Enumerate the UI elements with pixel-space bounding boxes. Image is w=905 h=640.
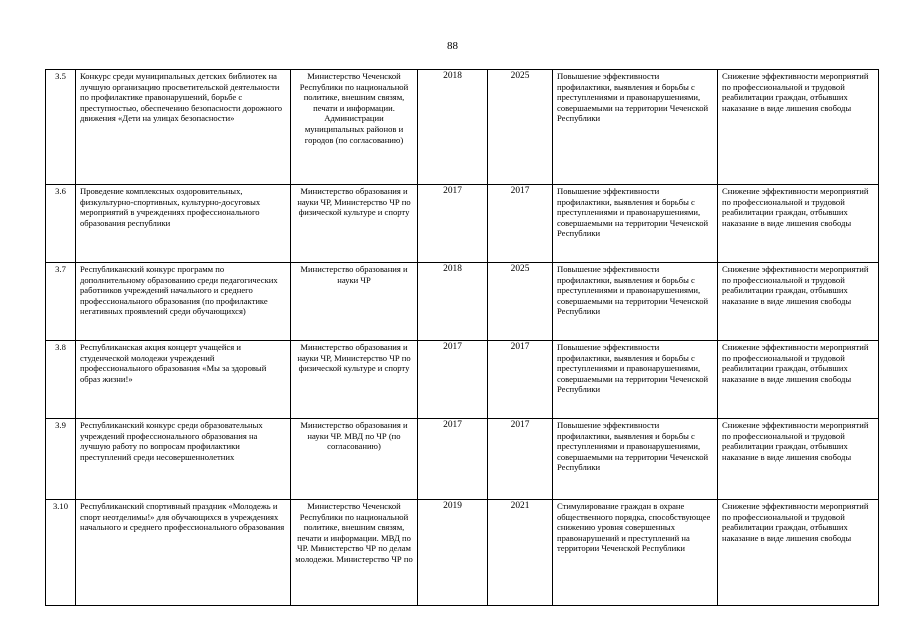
executor: Министерство образования и науки ЧР, Министерство ЧР по физической культуре и спорту (291, 185, 418, 263)
event-description: Проведение комплексных оздоровительных, физкультурно-спортивных, культурно-досуговых мероприятий в учреждениях профессионального образования республики (76, 185, 291, 263)
expected-result: Снижение эффективности мероприятий по профессиональной и трудовой реабилитации граждан, отбывших наказание в виде лишения свободы (718, 419, 879, 500)
expected-result: Снижение эффективности мероприятий по профессиональной и трудовой реабилитации граждан, отбывших наказание в виде лишения свободы (718, 263, 879, 341)
end-year: 2017 (488, 419, 553, 500)
start-year: 2017 (418, 419, 488, 500)
executor: Министерство образования и науки ЧР, Министерство ЧР по физической культуре и спорту (291, 341, 418, 419)
table-row (46, 341, 879, 419)
event-description: Республиканская акция концерт учащейся и студенческой молодежи учреждений профессионального образования «Мы за здоровый образ жизни!» (76, 341, 291, 419)
expected-result: Снижение эффективности мероприятий по профессиональной и трудовой реабилитации граждан, отбывших наказание в виде лишения свободы (718, 70, 879, 185)
table-row (46, 70, 879, 185)
row-number: 3.7 (46, 263, 76, 341)
goal: Повышение эффективности профилактики, выявления и борьбы с преступлениями и правонарушениями, совершаемыми на территории Чеченской Республики (553, 419, 718, 500)
table-row (46, 185, 879, 263)
executor: Министерство Чеченской Республики по национальной политике, внешним связям, печати и информации. Администрации муниципальных районов и городов (по согласованию) (291, 70, 418, 185)
goal: Повышение эффективности профилактики, выявления и борьбы с преступлениями и правонарушениями, совершаемыми на территории Чеченской Республики (553, 341, 718, 419)
row-number: 3.10 (46, 500, 76, 606)
event-description: Республиканский конкурс программ по дополнительному образованию среди педагогических работников учреждений начального и среднего профессионального образования (по профилактике негативных проявлений среди обучающихся) (76, 263, 291, 341)
start-year: 2019 (418, 500, 488, 606)
page-number: 88 (447, 40, 458, 52)
end-year: 2021 (488, 500, 553, 606)
start-year: 2018 (418, 263, 488, 341)
row-number: 3.5 (46, 70, 76, 185)
table-row (46, 419, 879, 500)
goal: Стимулирование граждан в охране общественного порядка, способствующее снижению уровня совершенных правонарушений и преступлений на территории Чеченской Республики (553, 500, 718, 606)
executor: Министерство образования и науки ЧР. МВД по ЧР (по согласованию) (291, 419, 418, 500)
start-year: 2018 (418, 70, 488, 185)
row-number: 3.9 (46, 419, 76, 500)
executor: Министерство образования и науки ЧР (291, 263, 418, 341)
row-number: 3.6 (46, 185, 76, 263)
event-description: Конкурс среди муниципальных детских библиотек на лучшую организацию просветительской деятельности по профилактике правонарушений, борьбе с преступностью, обеспечению безопасности дорожного движения «Дети на улицах безопасности» (76, 70, 291, 185)
executor: Министерство Чеченской Республики по национальной политике, внешним связям, печати и информации. МВД по ЧР. Министерство ЧР по делам молодежи. Министерство ЧР по (291, 500, 418, 606)
goal: Повышение эффективности профилактики, выявления и борьбы с преступлениями и правонарушениями, совершаемыми на территории Чеченской Республики (553, 263, 718, 341)
end-year: 2025 (488, 70, 553, 185)
event-description: Республиканский спортивный праздник «Молодежь и спорт неотделимы!» для обучающихся в учреждениях начального и среднего профессионального образования (76, 500, 291, 606)
program-table (45, 69, 879, 606)
end-year: 2025 (488, 263, 553, 341)
expected-result: Снижение эффективности мероприятий по профессиональной и трудовой реабилитации граждан, отбывших наказание в виде лишения свободы (718, 341, 879, 419)
start-year: 2017 (418, 341, 488, 419)
expected-result: Снижение эффективности мероприятий по профессиональной и трудовой реабилитации граждан, отбывших наказание в виде лишения свободы (718, 185, 879, 263)
end-year: 2017 (488, 341, 553, 419)
row-number: 3.8 (46, 341, 76, 419)
goal: Повышение эффективности профилактики, выявления и борьбы с преступлениями и правонарушениями, совершаемыми на территории Чеченской Республики (553, 185, 718, 263)
goal: Повышение эффективности профилактики, выявления и борьбы с преступлениями и правонарушениями, совершаемыми на территории Чеченской Республики (553, 70, 718, 185)
table-row (46, 263, 879, 341)
event-description: Республиканский конкурс среди образовательных учреждений профессионального образования на лучшую работу по вопросам профилактики преступлений среди несовершеннолетних (76, 419, 291, 500)
table-row (46, 500, 879, 606)
end-year: 2017 (488, 185, 553, 263)
start-year: 2017 (418, 185, 488, 263)
expected-result: Снижение эффективности мероприятий по профессиональной и трудовой реабилитации граждан, отбывших наказание в виде лишения свободы (718, 500, 879, 606)
